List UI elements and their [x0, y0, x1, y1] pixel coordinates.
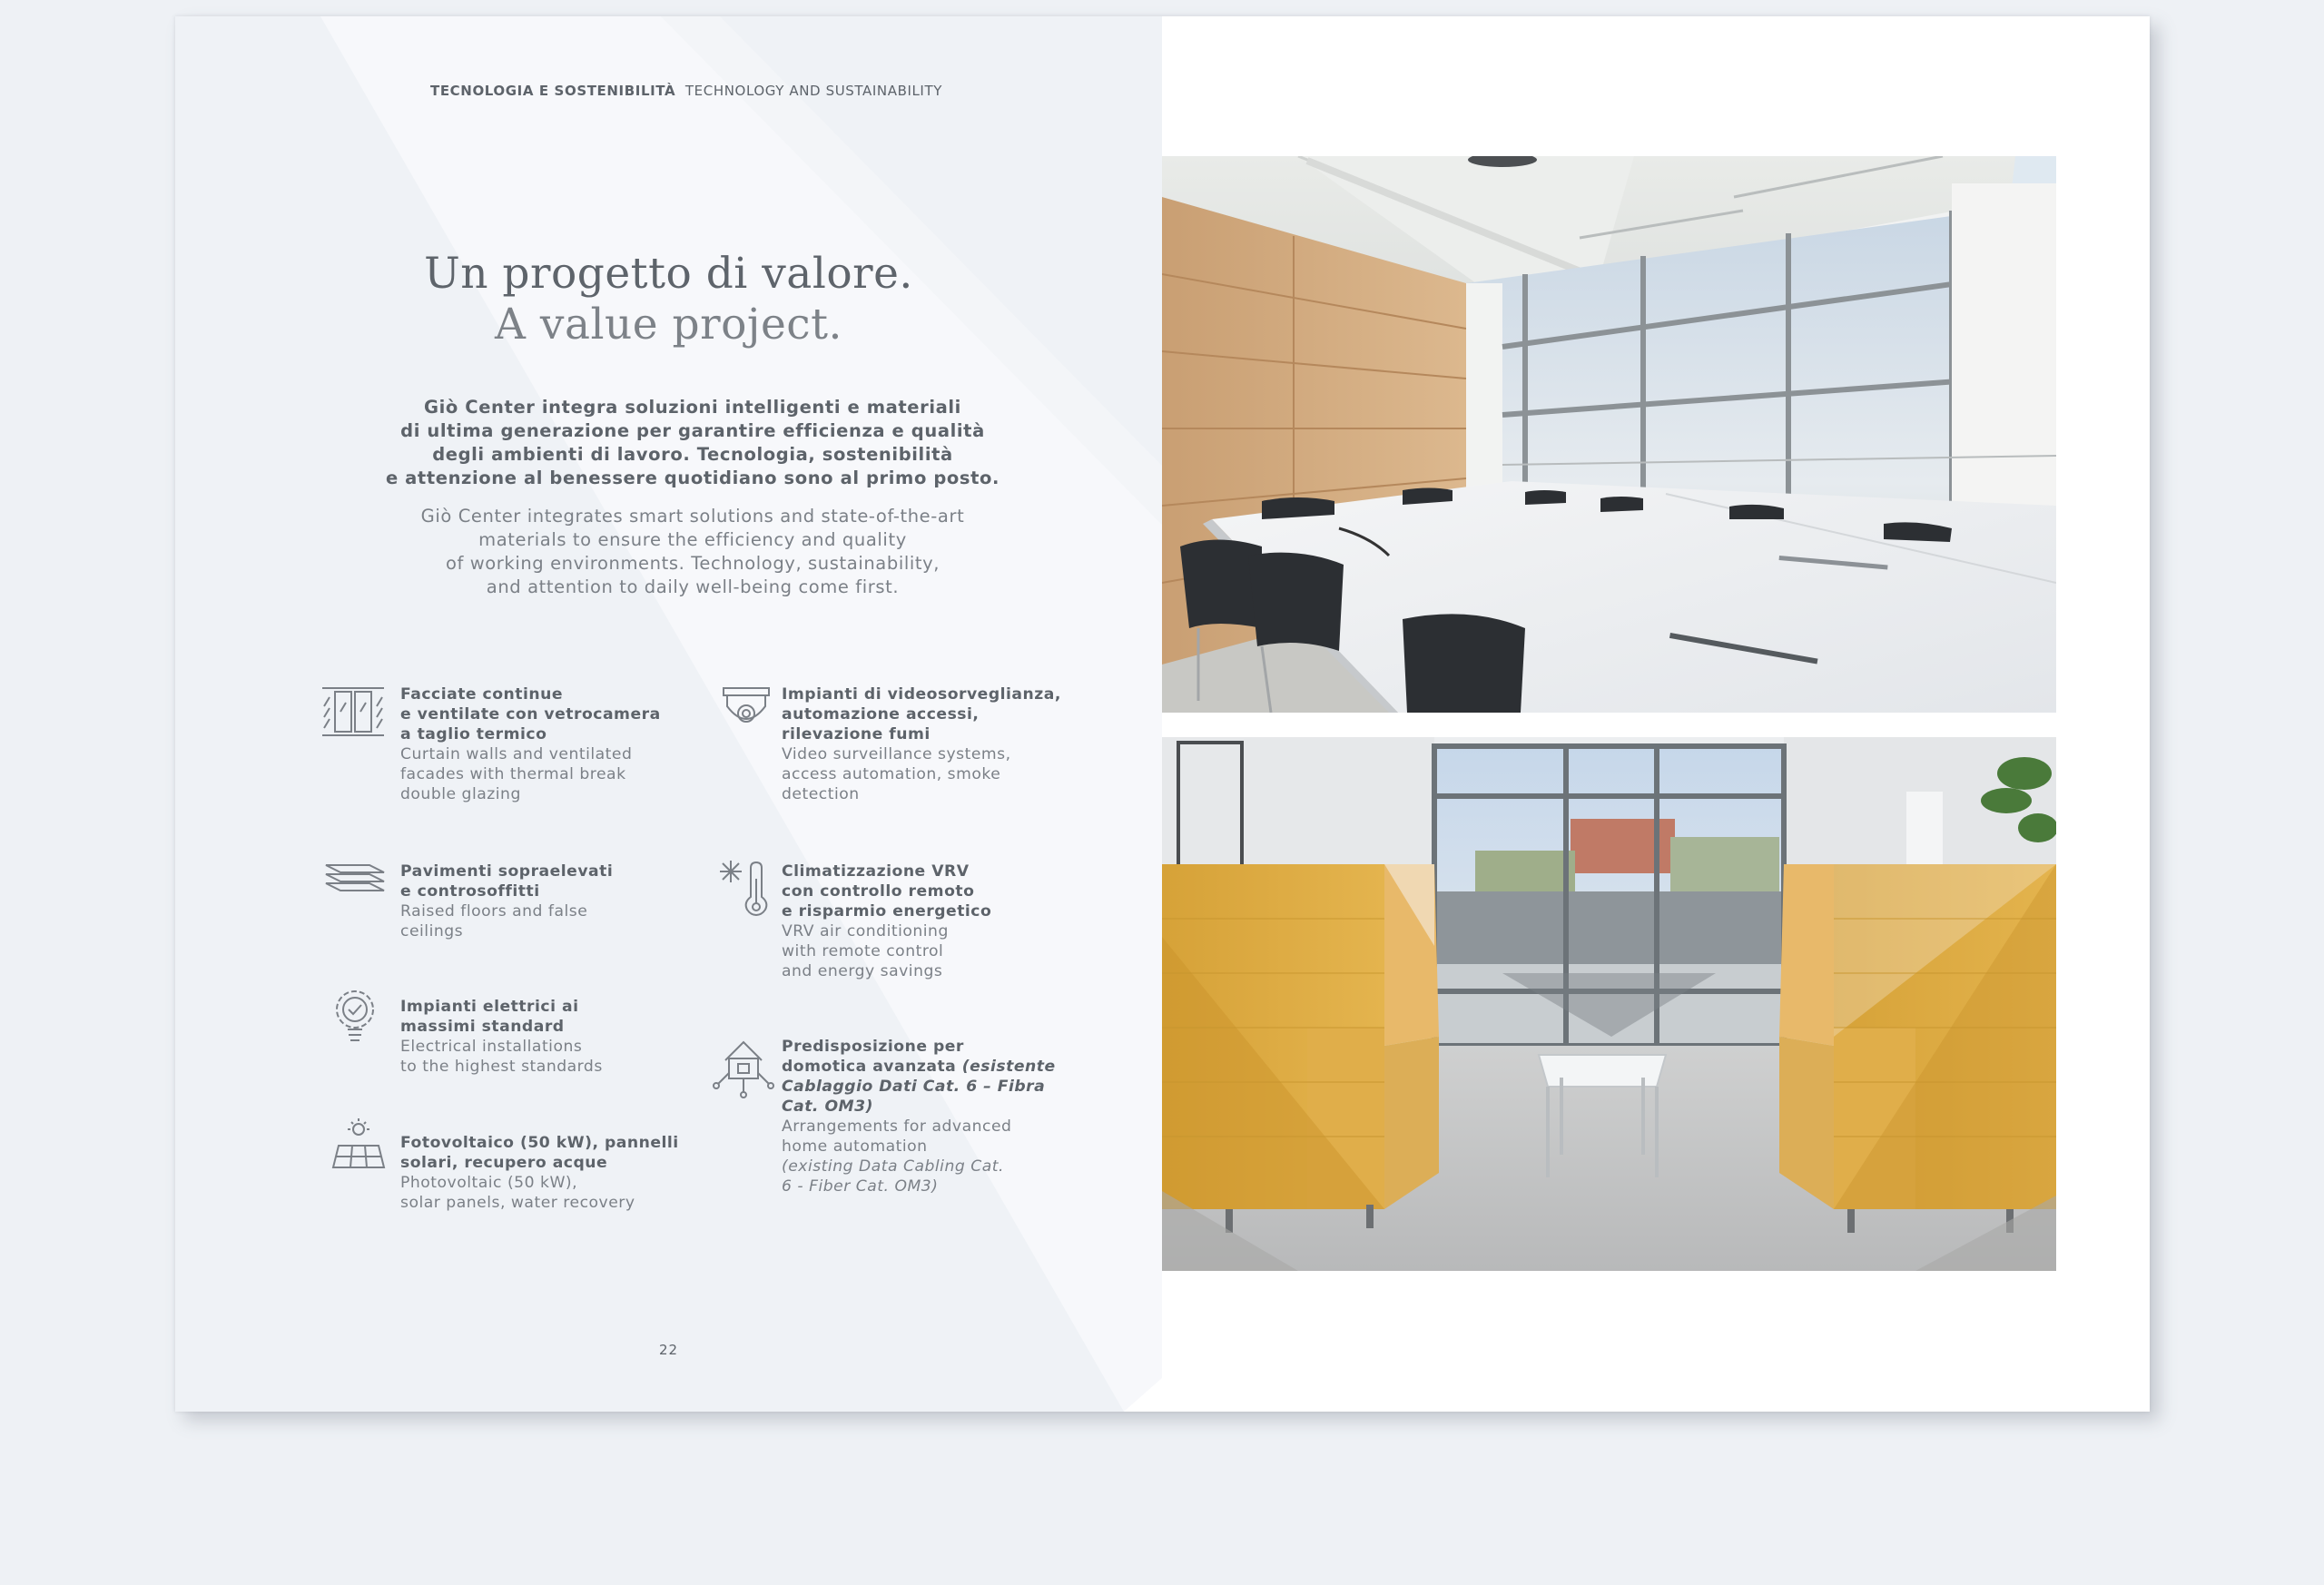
smart-home-icon — [713, 1037, 776, 1098]
solar-panel-icon — [328, 1117, 388, 1176]
title-it: Un progetto di valore. — [424, 249, 913, 299]
feature-desc: VRV air conditioning with remote control and energy savings — [782, 922, 949, 980]
feature-desc: Raised floors and false ceilings — [400, 902, 588, 940]
header-it: TECNOLOGIA E SOSTENIBILITÀ — [430, 83, 676, 99]
feature-desc: Arrangements for advanced home automation (existing Data Cabling Cat. 6 - Fiber Cat. OM3) — [782, 1117, 1012, 1196]
intro-en-line: materials to ensure the efficiency and quality — [478, 529, 907, 550]
brochure-spread — [175, 16, 2150, 1412]
thermometer-snowflake-icon — [718, 859, 774, 917]
intro-it-line: e attenzione al benessere quotidiano sono al primo posto. — [385, 468, 1000, 488]
header-en: TECHNOLOGY AND SUSTAINABILITY — [684, 83, 942, 99]
feature-title: Fotovoltaico (50 kW), pannelli solari, recupero acque — [400, 1134, 679, 1172]
meeting-room-photo — [1162, 156, 2056, 713]
feature-desc: Video surveillance systems, access automation, smoke detection — [782, 745, 1011, 803]
feature-title: Impianti di videosorveglianza, automazione accessi, rilevazione fumi — [782, 685, 1061, 743]
raised-floor-icon — [322, 861, 388, 898]
feature-desc: Electrical installations to the highest standards — [400, 1038, 603, 1076]
left-page — [175, 16, 1162, 1412]
lightbulb-gear-icon — [326, 986, 386, 1051]
curtain-wall-icon — [320, 684, 386, 739]
feature-title: Pavimenti sopraelevati e controsoffitti — [400, 862, 614, 901]
feature-title: Impianti elettrici ai massimi standard — [400, 998, 579, 1036]
intro-en-line: and attention to daily well-being come first. — [486, 576, 900, 597]
section-header — [430, 83, 942, 99]
intro-it — [357, 396, 1029, 490]
feature-title: Predisposizione per domotica avanzata (esistente Cablaggio Dati Cat. 6 – Fibra Cat. OM3) — [782, 1038, 1056, 1116]
feature-desc: Photovoltaic (50 kW), solar panels, water recovery — [400, 1174, 635, 1212]
intro-en — [357, 505, 1029, 599]
title-en: A value project. — [495, 300, 842, 349]
cctv-camera-icon — [718, 684, 773, 732]
intro-it-line: Giò Center integra soluzioni intelligenti e materiali — [424, 397, 961, 418]
feature-title: Facciate continue e ventilate con vetrocamera a taglio termico — [400, 685, 661, 743]
intro-en-line: of working environments. Technology, sustainability, — [445, 553, 940, 574]
page-number: 22 — [658, 1342, 679, 1358]
intro-en-line: Giò Center integrates smart solutions and state-of-the-art — [420, 506, 965, 527]
intro-it-line: di ultima generazione per garantire efficienza e qualità — [400, 420, 985, 441]
lounge-booths-photo — [1162, 737, 2056, 1271]
intro-it-line: degli ambienti di lavoro. Tecnologia, sostenibilità — [432, 444, 953, 465]
feature-title: Climatizzazione VRV con controllo remoto e risparmio energetico — [782, 862, 992, 920]
feature-desc: Curtain walls and ventilated facades with thermal break double glazing — [400, 745, 633, 803]
